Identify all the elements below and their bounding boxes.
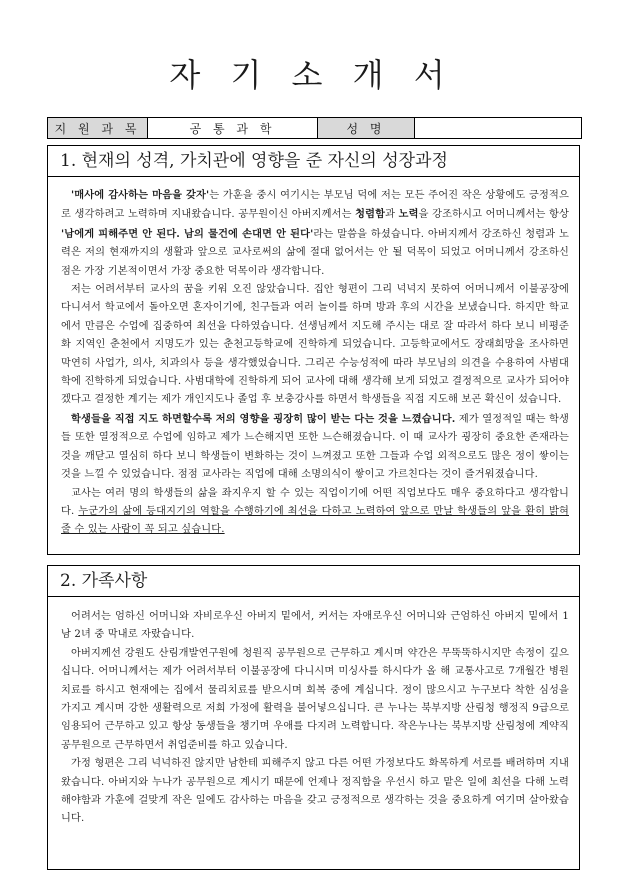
emphasis-text: 청렴함	[355, 208, 386, 221]
family-section-heading: 2. 가족사항	[48, 566, 579, 597]
paragraph: 가정 형편은 그리 넉넉하진 않지만 남한테 피해주지 않고 다른 어떤 가정보다도 화목하게 서로를 배려하며 지내왔습니다. 아버지와 누나가 공무원으로 계시기 때문에 언제나 정직함을 우선시 하고 맡은 일에 최선을 다해 노력해야함과 가훈에 걸맞게 작은 일에도 감사하는 마음을 갖고 긍정적으로 생각하는 것을 중요하게 여기며 살아왔습니다.	[61, 758, 569, 825]
paragraph	[61, 485, 569, 540]
text-span: 라는 말씀을 하셨습니다. 아버지께서 강조하신 청렴과 노력은 저의 현재까지의 생활과 앞으로 교사로써의 삶에 절대 없어서는 안 될 덕목이 되었고 어머니께서 강조하신 점은 가장 기본적이면서 가장 중요한 덕목이라 생각합니다.	[61, 228, 570, 277]
paragraph: 어려서는 엄하신 어머니와 자비로우신 아버지 밑에서, 커서는 자애로우신 어머니와 근엄하신 아버지 밑에서 1남 2녀 중 막내로 자랐습니다.	[61, 611, 569, 641]
growth-section-body	[48, 177, 579, 540]
text-span: 제가 열정적일 때는 학생들 또한 열정적으로 수업에 임하고 제가 느슨해지면 또한 느슨해졌습니다. 이 때 교사가 굉장히 중요한 존재라는 것을 깨닫고 열심히 하다 보니 학생들이 변화하는 것이 느껴졌고 또한 그들과 수업 외적으로도 많은 정이 쌓이는 것을 느낄 수 있었습니다. 점점 교사라는 직업에 대해 소명의식이 쌓이고 가르친다는 것이 즐거워졌습니다.	[61, 413, 569, 481]
emphasis-text: '남에게 피해주면 안 된다. 남의 물건에 손대면 안 된다'	[61, 227, 314, 240]
paragraph	[61, 410, 569, 485]
name-value	[415, 118, 582, 139]
document-title: 자 기 소 개 서	[169, 56, 455, 94]
text-span: 을 강조하시고 어머니께서는 항상	[418, 209, 569, 221]
growth-section	[47, 145, 580, 555]
emphasis-text: 노력	[398, 208, 419, 221]
text-span: 는 가훈을 중시 여기시는 부모님 덕에 저는 모든 주어진 작은 상황에도 긍정적으로 생각하려고 노력하며 지내왔습니다. 공무원이신 아버지께서는	[61, 190, 570, 221]
text-span: 교사는 여러 명의 학생들의 삶을 좌지우지 할 수 있는 직업이기에 어떤 직업보다도 매우 중요하다고 생각합니다.	[61, 487, 569, 517]
name-label: 성 명	[318, 118, 415, 139]
emphasis-text: 학생들을 직접 지도 하면할수록 저의 영향을 굉장히 많이 받는 다는 것을 느꼈습니다.	[71, 412, 456, 425]
text-span: 과	[385, 209, 399, 221]
family-section	[47, 565, 580, 870]
paragraph: 아버지께선 강원도 산림개발연구원에 청원직 공무원으로 근무하고 계시며 약간은 무뚝뚝하시지만 속정이 깊으십니다. 어머니께서는 제가 어려서부터 이불공장에 다니시며 미싱사를 하시다가 올 해 교통사고로 7개월간 병원치료를 하시고 현재에는 집에서 물리치료를 받으시며 회복 중에 계십니다. 정이 많으시고 누구보다 착한 심성을 가지고 계시며 강한 생활력으로 저희 가정에 활력을 불어넣으십니다. 큰 누나는 북부지방 산림청 행정직 9급으로 임용되어 근무하고 있고 항상 동생들을 챙기며 우애를 다지려 노력합니다. 작은누나는 북부지방 산림청에 계약직 공무원으로 근무하면서 취업준비를 하고 있습니다.	[61, 647, 569, 751]
underlined-text: 누군가의 삶에 등대지기의 역할을 수행하기에 최선을 다하고 노력하여 앞으로 만날 학생들의 앞을 환히 밝혀 줄 수 있는 사람이 꼭 되고 싶습니다.	[61, 505, 569, 536]
family-section-body	[48, 597, 579, 829]
field-label: 지 원 과 목	[48, 118, 148, 139]
applicant-info-table	[47, 117, 582, 139]
field-value: 공 통 과 학	[148, 118, 318, 139]
growth-section-heading: 1. 현재의 성격, 가치관에 영향을 준 자신의 성장과정	[48, 146, 579, 177]
paragraph: 저는 어려서부터 교사의 꿈을 키워 오진 않았습니다. 집안 형편이 그리 넉넉지 못하여 어머니께서 이불공장에 다니셔서 학교에서 돌아오면 혼자이기에, 친구들과 여러 놀이를 하며 방과 후의 시간을 보냈습니다. 하지만 학교에서 만큼은 수업에 집중하여 최선을 다하였습니다. 선생님께서 지도해 주시는 대로 잘 따라서 하다 보니 비평준화 지역인 춘천에서 지명도가 있는 춘천고등학교에 진학하게 되었습니다. 고등학교에서도 장래희망을 조사하면 막연히 사업가, 의사, 치과의사 등을 생각했었습니다. 그리곤 수능성적에 따라 부모님의 의견을 수용하여 사범대학에 진학하게 되었습니다. 사범대학에 진학하게 되어 교사에 대해 생각해 보게 되었고 결정적으로 교사가 되어야겠다고 결정한 계기는 제가 개인지도나 졸업 후 보충강사를 하면서 학생들을 직접 지도해 보곤 확신이 섰습니다.	[61, 284, 569, 406]
paragraph	[61, 186, 569, 281]
family-motto: '매사에 감사하는 마음을 갖자'	[71, 189, 210, 201]
